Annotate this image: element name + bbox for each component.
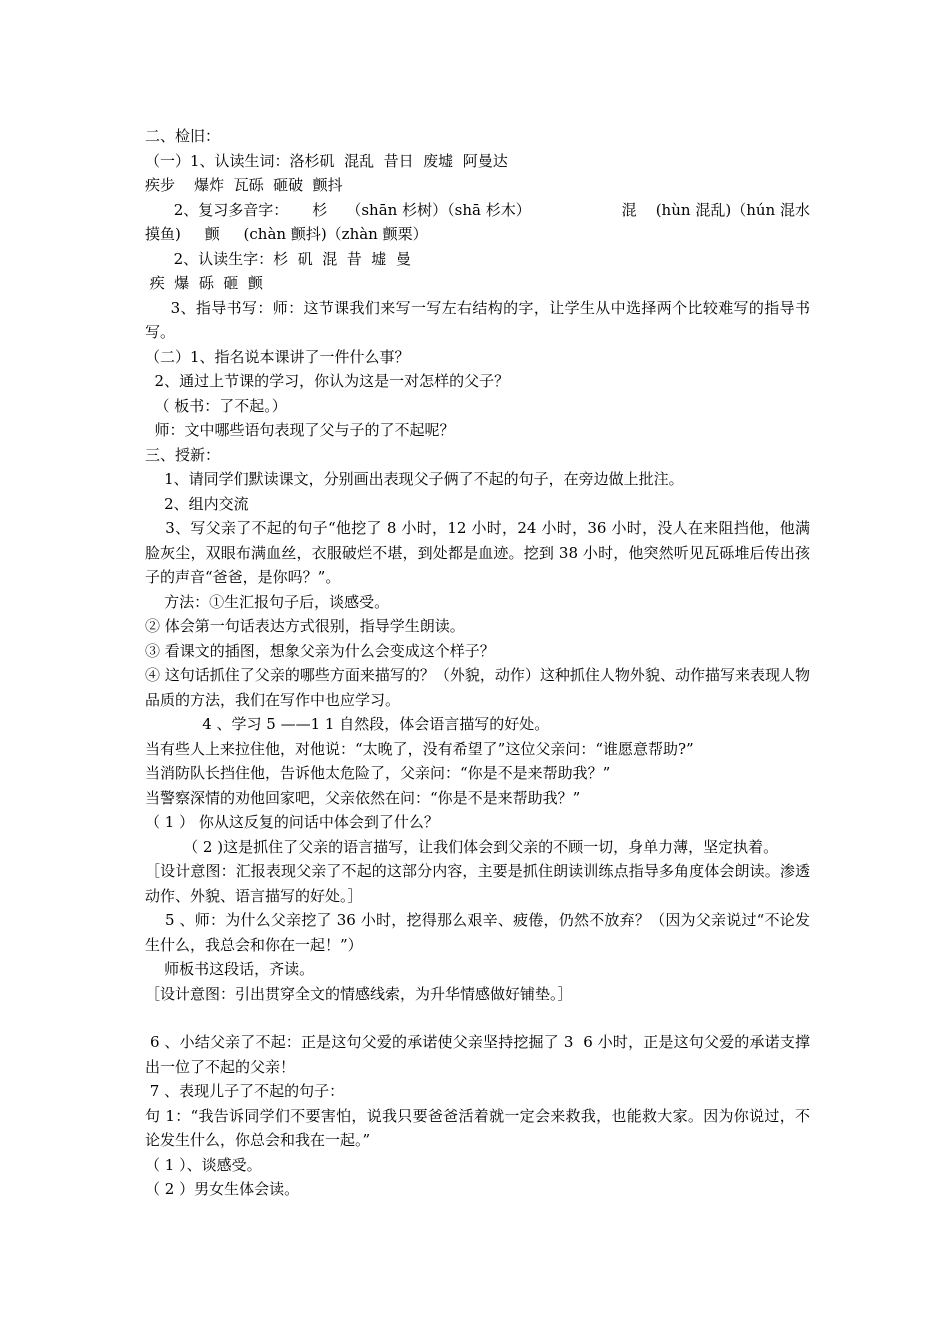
text-line: 疾步 爆炸 瓦砾 砸破 颤抖 — [145, 176, 343, 194]
text-line: 方法：①生汇报句子后，谈感受。 — [145, 592, 390, 611]
text-line: ② 体会第一句话表达方式很别，指导学生朗读。 — [145, 617, 465, 635]
text-line: ［设计意图：汇报表现父亲了不起的这部分内容，主要是抓住朗读训练点指导多角度体会朗读。渗透动作、外貌、语言描写的好处。］ — [145, 862, 810, 905]
text-line: ［设计意图：引出贯穿全文的情感线索，为升华情感做好铺垫。］ — [145, 984, 573, 1003]
text-line: 师板书这段话，齐读。 — [145, 960, 315, 978]
document-page — [145, 124, 810, 1202]
text-line: 2、组内交流 — [145, 494, 249, 513]
text-line: （ 2 )这是抓住了父亲的语言描写，让我们体会到父亲的不顾一切，身单力薄，坚定执着。 — [145, 837, 779, 856]
text-line: ④ 这句话抓住了父亲的哪些方面来描写的？（外貌，动作）这种抓住人物外貌、动作描写来表现人物品质的方法，我们在写作中也应学习。 — [145, 666, 810, 709]
text-line: （ 2 ）男女生体会读。 — [145, 1180, 300, 1198]
text-line: 疾 爆 砾 砸 颤 — [145, 274, 263, 292]
text-line: （一）1、认读生词：洛杉矶 混乱 昔日 废墟 阿曼达 — [145, 151, 508, 170]
text-line: 2、认读生字：杉 矶 混 昔 墟 曼 — [145, 249, 411, 268]
text-line: （ 板书：了不起。） — [145, 396, 287, 415]
text-line: 当有些人上来拉住他，对他说：“太晚了，没有希望了”这位父亲问：“谁愿意帮助?” — [145, 739, 694, 758]
text-line: 1、请同学们默读课文，分别画出表现父子俩了不起的句子，在旁边做上批注。 — [145, 470, 684, 488]
text-line: （ 1 ）、谈感受。 — [145, 1155, 262, 1174]
text-line: 2、复习多音字： 杉 （shān 杉树）（shā 杉木） 混 (hùn 混乱)（hún 混水摸鱼) 颤 (chàn 颤抖)（zhàn 颤栗） — [145, 200, 810, 243]
text-line: （ 1 ） 你从这反复的问话中体会到了什么？ — [145, 813, 439, 831]
text-line: ③ 看课文的插图，想象父亲为什么会变成这个样子？ — [145, 641, 495, 660]
text-line: 当消防队长挡住他，告诉他太危险了，父亲问：“你是不是来帮助我？” — [145, 764, 611, 782]
text-line: 6 、小结父亲了不起：正是这句父爱的承诺使父亲坚持挖掘了 3 6 小时，正是这句父爱的承诺支撑出一位了不起的父亲！ — [145, 1033, 810, 1076]
text-line: 2、通过上节课的学习，你认为这是一对怎样的父子？ — [145, 372, 510, 390]
text-line: 当警察深情的劝他回家吧，父亲依然在问：“你是不是来帮助我？” — [145, 788, 581, 807]
text-line: 二、检旧： — [145, 127, 221, 145]
text-line: 7 、表现儿子了不起的句子： — [145, 1082, 345, 1100]
text-line: （二）1、指名说本课讲了一件什么事？ — [145, 347, 410, 366]
blank-line — [145, 1006, 810, 1030]
text-line: 三、授新： — [145, 445, 221, 464]
text-line: 3、写父亲了不起的句子“他挖了 8 小时，12 小时，24 小时，36 小时，没人在来阻挡他，他满脸灰尘，双眼布满血丝，衣服破烂不堪，到处都是血迹。挖到 38 小时，他突然听见瓦砾堆后传出孩子的声音“爸爸，是你吗？”。 — [145, 519, 810, 586]
text-line: 5 、师：为什么父亲挖了 36 小时，挖得那么艰辛、疲倦，仍然不放弃？（因为父亲说过“不论发生什么，我总会和你在一起！”） — [145, 911, 811, 954]
text-line: 句 1：“我告诉同学们不要害怕，说我只要爸爸活着就一定会来救我，也能救大家。因为你说过，不论发生什么，你总会和我在一起。” — [145, 1106, 810, 1149]
text-line: 师：文中哪些语句表现了父与子的了不起呢？ — [145, 421, 455, 439]
text-line: 3、指导书写：师：这节课我们来写一写左右结构的字，让学生从中选择两个比较难写的指导书写。 — [145, 298, 810, 341]
text-line: 4 、学习 5 ——1 1 自然段，体会语言描写的好处。 — [145, 715, 550, 733]
